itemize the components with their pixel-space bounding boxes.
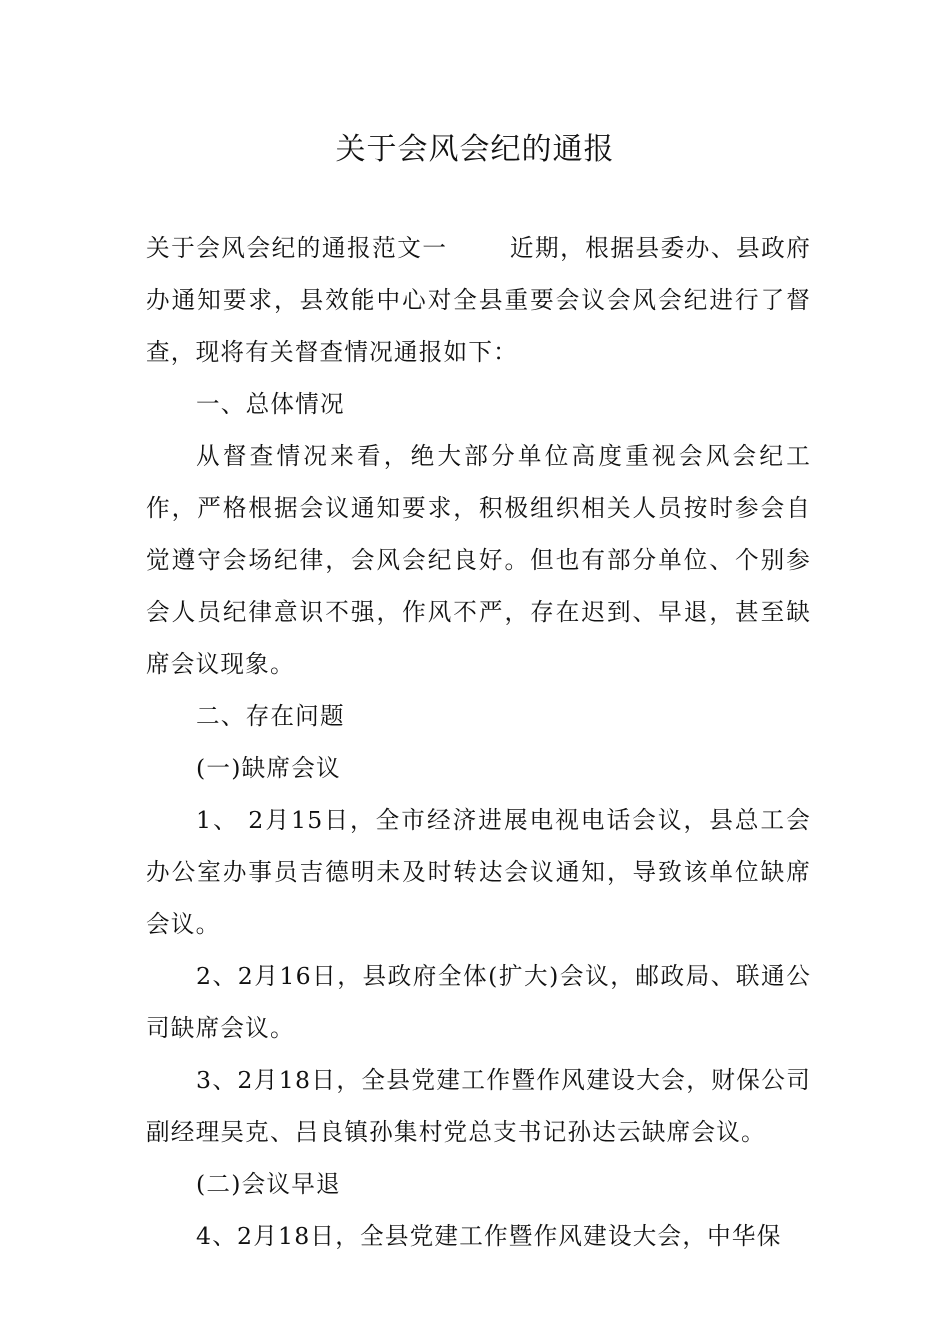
document-title: 关于会风会纪的通报 — [335, 132, 615, 167]
intro-label: 关于会风会纪的通报范文一 — [146, 234, 448, 262]
document-body — [146, 222, 811, 1262]
section-heading-problems: 二、存在问题 — [196, 702, 345, 730]
subheading-absence: (一)缺席会议 — [196, 754, 341, 782]
paragraph-overall: 从督查情况来看，绝大部分单位高度重视会风会纪工作，严格根据会议通知要求，积极组织相关人员按时参会自觉遵守会场纪律，会风会纪良好。但也有部分单位、个别参会人员纪律意识不强，作风不严，存在迟到、早退，甚至缺席会议现象。 — [146, 442, 811, 678]
section-heading-overall: 一、总体情况 — [196, 390, 345, 418]
item-3: 3、2月18日，全县党建工作暨作风建设大会，财保公司副经理吴克、吕良镇孙集村党总支书记孙达云缺席会议。 — [146, 1066, 811, 1146]
subheading-early-leave: (二)会议早退 — [196, 1170, 341, 1198]
intro-text: 近期，根据县委办、县政府办通知要求，县效能中心对全县重要会议会风会纪进行了督查，现将有关督查情况通报如下： — [146, 234, 811, 366]
item-1: 1、 2月15日，全市经济进展电视电话会议，县总工会办公室办事员吉德明未及时转达会议通知，导致该单位缺席会议。 — [146, 806, 811, 938]
item-4: 4、2月18日，全县党建工作暨作风建设大会，中华保 — [196, 1222, 782, 1250]
intro-paragraph — [146, 222, 811, 378]
item-2: 2、2月16日，县政府全体(扩大)会议，邮政局、联通公司缺席会议。 — [146, 962, 811, 1042]
